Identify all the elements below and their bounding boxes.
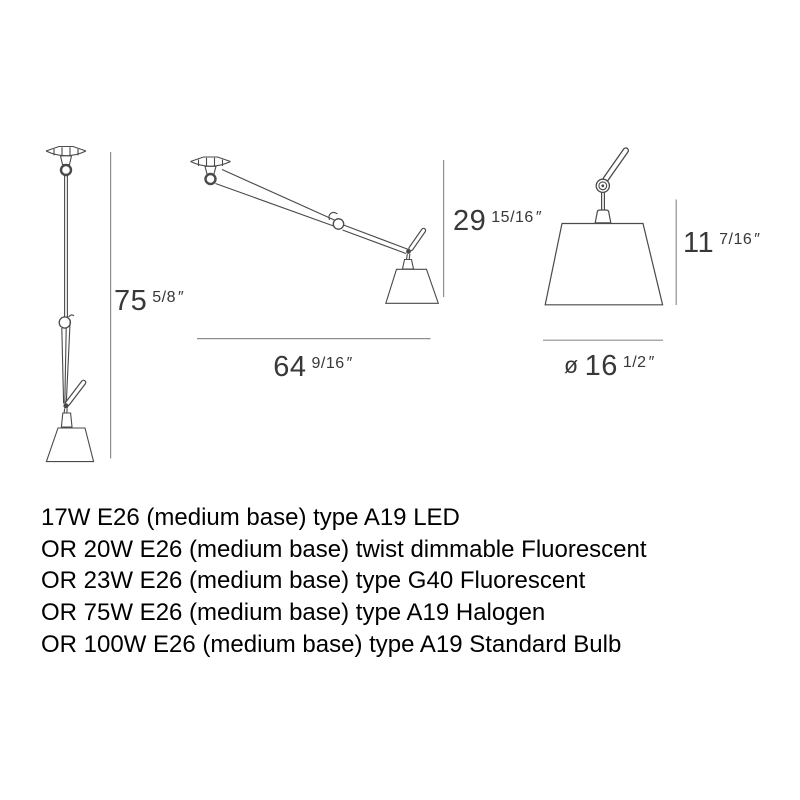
dim-fraction: 5/8 [152,289,177,306]
lampshade [46,428,93,462]
inch-mark: ″ [648,354,655,371]
lower-arm [62,320,70,406]
dimension-label-extended-height [453,205,542,238]
upper-arm [216,170,337,227]
dim-fraction: 15/16 [491,209,534,226]
figure-suspended-view [46,147,94,462]
top-pivot-joint [206,174,216,184]
lampshade [386,269,439,303]
ceiling-canopy [46,147,86,165]
ceiling-canopy [191,157,231,174]
bottom-pivot [63,403,68,408]
dimension-label-extended-width [243,351,383,384]
head-pivot [406,249,411,254]
dim-fraction: 7/16 [719,231,753,248]
spec-line: OR 75W E26 (medium base) type A19 Halogen [41,599,546,627]
spec-line: OR 100W E26 (medium base) type A19 Standard Bulb [41,630,622,658]
lamp-socket [595,192,611,223]
dim-value: 11 [683,227,715,259]
support-rod [65,176,68,318]
top-pivot-joint [61,165,71,175]
dimension-label-overall-height [114,285,184,318]
dim-value: 64 [273,351,307,383]
inch-mark: ″ [346,355,353,372]
elbow-joint [329,213,344,230]
tension-lever [68,383,84,404]
pivot-joint [596,179,609,192]
figure-extended-view [191,157,439,303]
tension-lever [411,231,424,249]
forearm [343,225,409,254]
spec-line: OR 23W E26 (medium base) type G40 Fluorescent [41,567,586,595]
lamp-socket [61,409,72,428]
tension-lever [606,151,626,180]
lamp-socket [403,254,414,269]
dim-fraction: 1/2 [622,354,647,371]
bulb-spec-text-block [41,502,647,661]
lampshade [545,224,662,305]
dimension-label-shade-height [683,227,760,260]
inch-mark: ″ [178,289,185,306]
inch-mark: ″ [535,209,542,226]
figure-shade-view [545,151,662,305]
dim-value: 75 [114,285,148,317]
middle-joint [59,315,74,328]
inch-mark: ″ [754,231,761,248]
dim-fraction: 9/16 [311,355,345,372]
dim-value: 29 [453,205,487,237]
diameter-symbol: ø [564,352,579,378]
dim-value: 16 [584,350,618,382]
spec-line: 17W E26 (medium base) type A19 LED [41,504,460,531]
spec-line: OR 20W E26 (medium base) twist dimmable Fluorescent [41,535,647,563]
dimension-label-shade-diameter [564,350,655,383]
